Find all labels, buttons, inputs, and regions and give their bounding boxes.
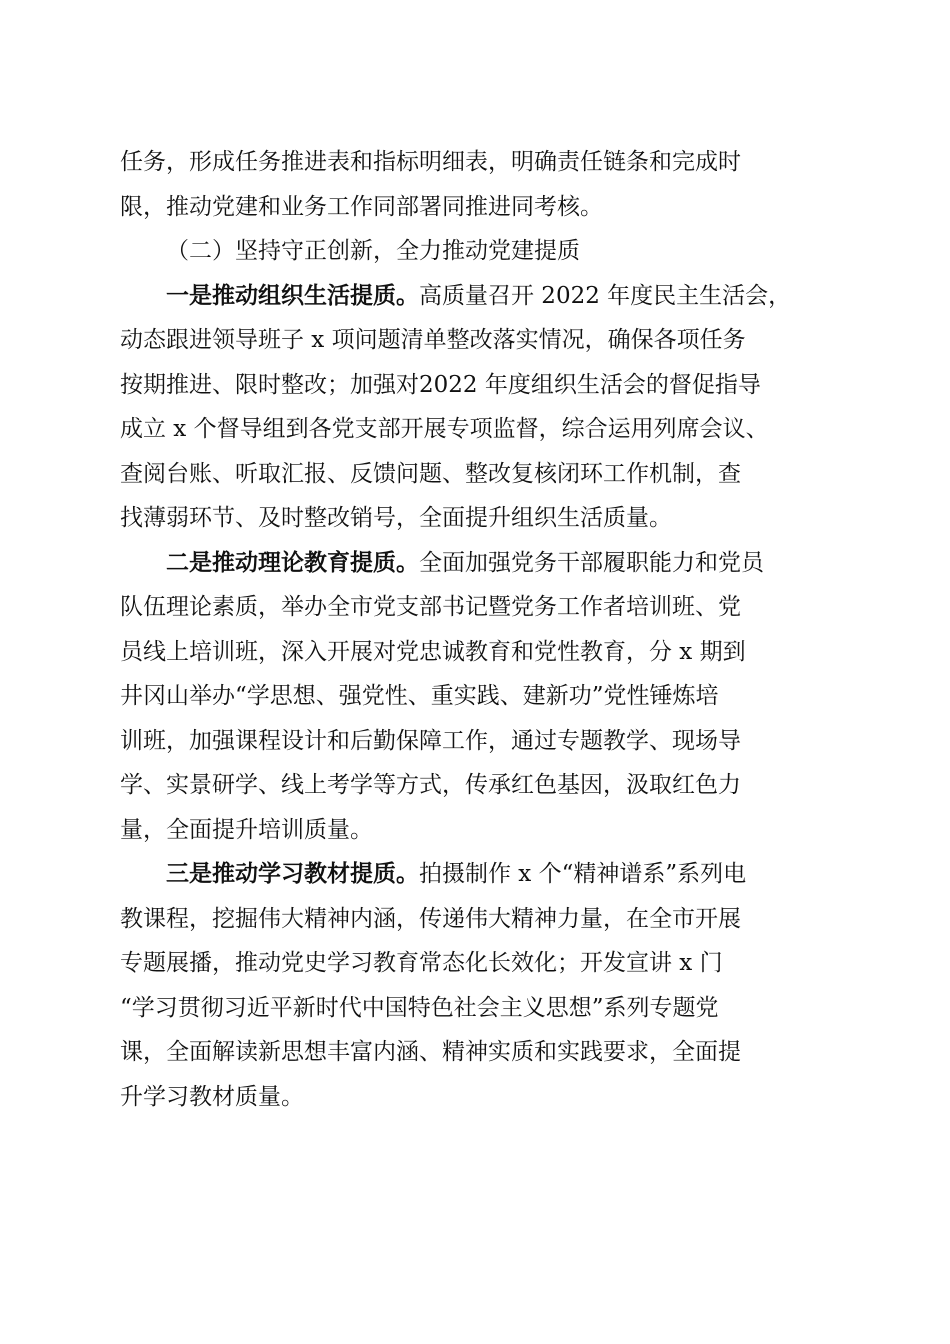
paragraph-lead: 三是推动学习教材提质。	[166, 860, 419, 887]
text-line: 课，全面解读新思想丰富内涵、精神实质和实践要求，全面提	[120, 1039, 741, 1065]
text-line: 找薄弱环节、及时整改销号，全面提升组织生活质量。	[120, 505, 672, 531]
first-line-rest: 高质量召开 2022 年度民主生活会，	[419, 282, 792, 309]
text-line: 查阅台账、听取汇报、反馈问题、整改复核闭环工作机制，查	[120, 460, 741, 487]
text-line: 限，推动党建和业务工作同部署同推进同考核。	[120, 193, 603, 220]
paragraph-lead: 一是推动组织生活提质。	[166, 281, 419, 309]
first-line-rest: 全面加强党务干部履职能力和党员	[419, 549, 764, 576]
paragraph-theory-education	[120, 541, 830, 853]
text-line: 专题展播，推动党史学习教育常态化长效化；开发宣讲 x 门	[120, 950, 723, 976]
text-line: “学习贯彻习近平新时代中国特色社会主义思想”系列专题党	[120, 994, 719, 1021]
text-line: 教课程，挖掘伟大精神内涵，传递伟大精神力量，在全市开展	[120, 905, 741, 932]
paragraph-organizational-life	[120, 274, 830, 541]
paragraph-lead: 二是推动理论教育提质。	[166, 548, 419, 576]
text-line: 学、实景研学、线上考学等方式，传承红色基因，汲取红色力	[120, 772, 741, 798]
text-line: 成立 x 个督导组到各党支部开展专项监督，综合运用列席会议、	[120, 416, 769, 442]
text-line: 动态跟进领导班子 x 项问题清单整改落实情况，确保各项任务	[120, 327, 746, 353]
first-line-rest: 拍摄制作 x 个“精神谱系”系列电	[419, 861, 747, 887]
text-line: 队伍理论素质，举办全市党支部书记暨党务工作者培训班、党	[120, 594, 741, 620]
document-page	[120, 140, 830, 1119]
first-line	[120, 852, 830, 897]
text-line: 量，全面提升培训质量。	[120, 816, 373, 843]
first-line	[120, 541, 830, 586]
text-line: 升学习教材质量。	[120, 1083, 304, 1110]
section-heading: （二）坚持守正创新，全力推动党建提质	[166, 238, 580, 264]
text-line: 训班，加强课程设计和后勤保障工作，通过专题教学、现场导	[120, 727, 741, 754]
continuation-paragraph	[120, 140, 830, 229]
first-line	[120, 274, 830, 319]
text-line: 任务，形成任务推进表和指标明细表，明确责任链条和完成时	[120, 149, 741, 175]
text-line: 井冈山举办“学思想、强党性、重实践、建新功”党性锤炼培	[120, 683, 719, 709]
text-line: 员线上培训班，深入开展对党忠诚教育和党性教育，分 x 期到	[120, 638, 746, 665]
text-line: 按期推进、限时整改；加强对2022 年度组织生活会的督促指导	[120, 371, 761, 398]
paragraph-learning-materials	[120, 852, 830, 1119]
